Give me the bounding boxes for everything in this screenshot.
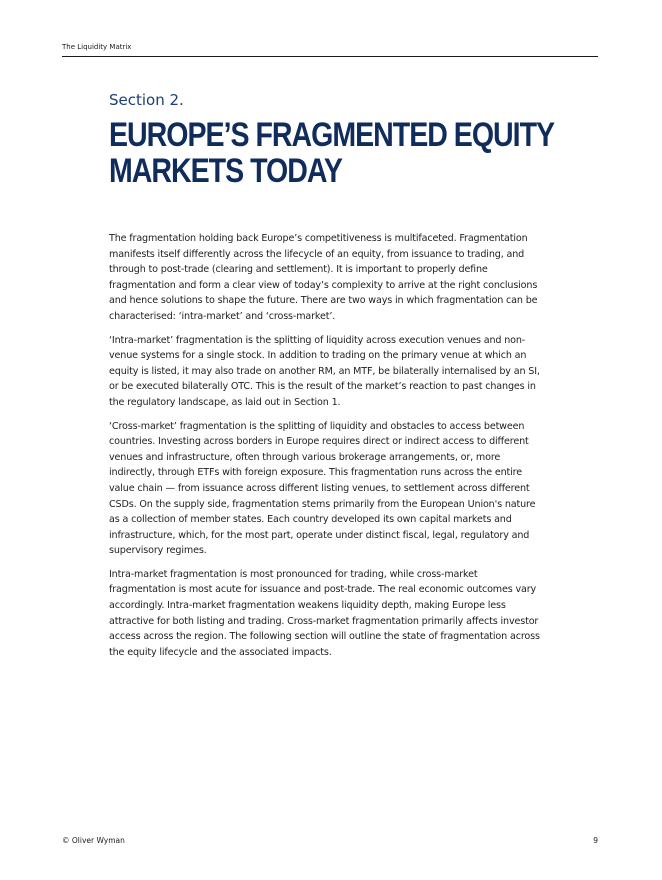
paragraph-3: ‘Cross-market’ fragmentation is the splitting of liquidity and obstacles to access between countries. Investing across borders in Europe requires direct or indirect access to different venues and infrastructure, often through various brokerage arrangements, or, more indirectly, through ETFs with foreign exposure. This fragmentation runs across the entire value chain — from issuance across different listing venues, to settlement across different CSDs. On the supply side, fragmentation stems primarily from the European Union's nature as a collection of member states. Each country developed its own capital markets and infrastructure, which, for the most part, operate under distinct fiscal, legal, regulatory and supervisory regimes. <box>109 420 536 557</box>
paragraph-2: ‘Intra-market’ fragmentation is the splitting of liquidity across execution venues and non-venue systems for a single stock. In addition to trading on the primary venue at which an equity is listed, it may also trade on another RM, an MTF, be bilaterally internalised by an SI, or be executed bilaterally OTC. This is the result of the market’s reaction to past changes in the regulatory landscape, as laid out in Section 1. <box>109 334 540 408</box>
body-text <box>109 231 543 660</box>
page-title-line-2: MARKETS TODAY <box>109 152 342 190</box>
running-header-title: The Liquidity Matrix <box>62 43 132 51</box>
footer-page-number: 9 <box>593 836 598 845</box>
section-label: Section 2. <box>109 91 184 109</box>
main-content <box>109 90 555 668</box>
paragraph-1: The fragmentation holding back Europe’s competitiveness is multifaceted. Fragmentation manifests itself differently across the lifecycle of an equity, from issuance to trading, and through to post-trade (clearing and settlement). It is important to properly define fragmentation and form a clear view of today’s complexity to arrive at the right conclusions and hence solutions to shape the future. There are two ways in which fragmentation can be characterised: ‘intra-market’ and ‘cross-market’. <box>109 233 538 322</box>
running-header <box>62 43 598 57</box>
paragraph-4: Intra-market fragmentation is most pronounced for trading, while cross-market fragmentation is most acute for issuance and post-trade. The real economic outcomes vary accordingly. Intra-market fragmentation weakens liquidity depth, making Europe less attractive for both listing and trading. Cross-market fragmentation primarily affects investor access across the region. The following section will outline the state of fragmentation across the equity lifecycle and the associated impacts. <box>109 568 540 658</box>
page-title <box>109 116 555 190</box>
page-title-line-1: EUROPE’S FRAGMENTED EQUITY <box>109 116 555 154</box>
footer-copyright: © Oliver Wyman <box>62 836 125 845</box>
